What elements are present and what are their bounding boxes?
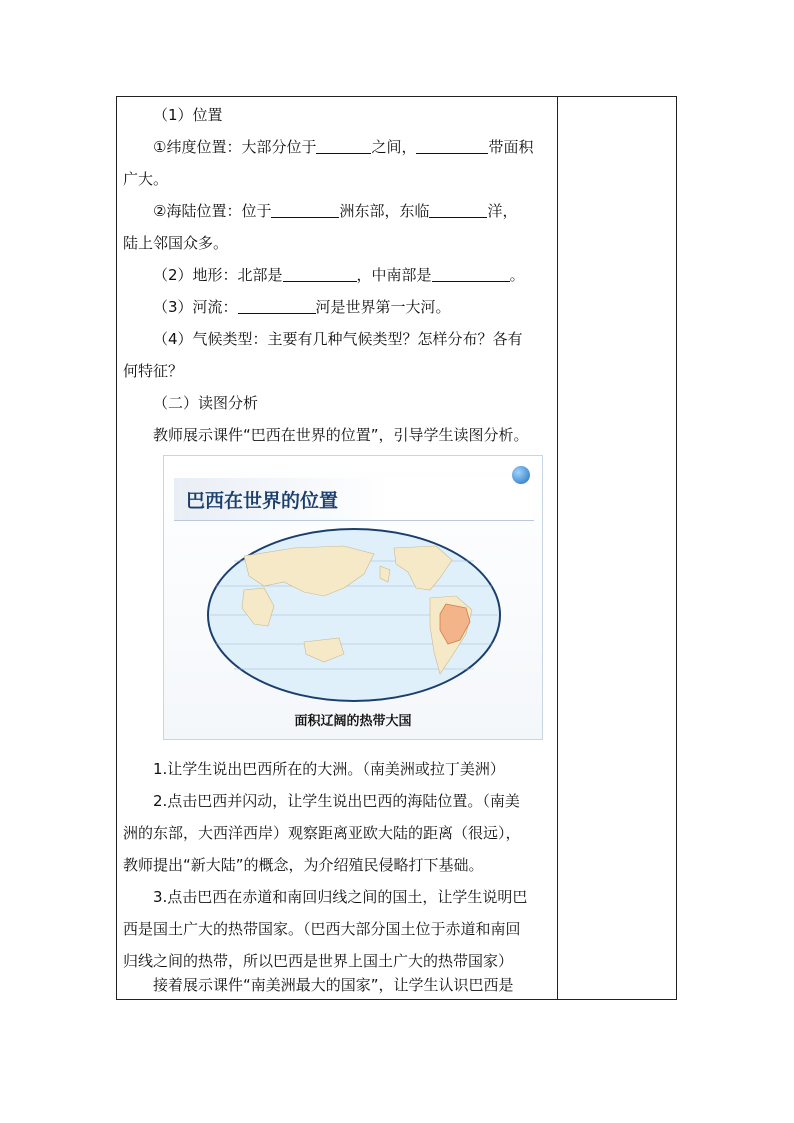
step-3: [123, 887, 527, 907]
text-segment: 带面积: [488, 138, 534, 156]
heading-map-analysis: [123, 393, 258, 413]
next-slide-instruction: [123, 975, 514, 995]
sea-land-question-cont: [123, 233, 228, 253]
column-divider: [557, 97, 558, 999]
slide-title: 巴西在世界的位置: [186, 490, 339, 512]
climate-question-cont: [123, 361, 183, 381]
text-segment: （2）地形：北部是: [153, 266, 283, 284]
text-segment: ①纬度位置：大部分位于: [153, 138, 317, 156]
line-text: 陆上邻国众多。: [123, 234, 229, 252]
globe-icon: [512, 466, 530, 484]
step-2-cont-a: [123, 823, 521, 843]
text-segment: 河是世界第一大河。: [315, 298, 451, 316]
step-2: [123, 791, 520, 811]
fill-blank[interactable]: [316, 139, 371, 154]
line-text: 教师展示课件“巴西在世界的位置”，引导学生读图分析。: [153, 426, 529, 444]
fill-blank[interactable]: [429, 203, 487, 218]
line-text: 归线之间的热带，所以巴西是世界上国土广大的热带国家）: [123, 952, 514, 970]
line-text: 何特征？: [123, 362, 184, 380]
river-question: [123, 297, 451, 317]
step-3-cont-b: [123, 951, 513, 971]
fill-blank[interactable]: [416, 139, 488, 154]
world-map: [204, 526, 504, 704]
line-text: （二）读图分析: [153, 394, 259, 412]
text-segment: 洋，: [487, 202, 518, 220]
line-text: 3.点击巴西在赤道和南回归线之间的国土，让学生说明巴: [153, 888, 528, 906]
line-text: 2.点击巴西并闪动，让学生说出巴西的海陆位置。（南美: [153, 792, 520, 810]
fill-blank[interactable]: [271, 203, 339, 218]
line-text: 教师提出“新大陆”的概念，为介绍殖民侵略打下基础。: [123, 856, 484, 874]
step-2-cont-b: [123, 855, 484, 875]
text-segment: ，中南部是: [356, 266, 432, 284]
text-segment: 洲东部，东临: [339, 202, 430, 220]
line-text: 接着展示课件“南美洲最大的国家”，让学生认识巴西是: [153, 976, 514, 994]
text-segment: 。: [509, 266, 525, 284]
fill-blank[interactable]: [432, 267, 510, 282]
text-segment: 之间，: [371, 138, 417, 156]
line-text: 洲的东部，大西洋西岸）观察距离亚欧大陆的距离（很远），: [123, 824, 521, 842]
line-text: 1.让学生说出巴西所在的大洲。（南美洲或拉丁美洲）: [153, 760, 505, 778]
line-text: （4）气候类型：主要有几种气候类型？怎样分布？各有: [153, 330, 523, 348]
line-text: 西是国土广大的热带国家。（巴西大部分国土位于赤道和南回: [123, 920, 521, 938]
fill-blank[interactable]: [238, 299, 316, 314]
fill-blank[interactable]: [283, 267, 357, 282]
latitude-question-cont: [123, 169, 168, 189]
heading-position: [123, 105, 223, 125]
line-text: （1）位置: [153, 106, 223, 124]
teacher-instruction: [123, 425, 529, 445]
climate-question: [123, 329, 523, 349]
slide-caption: 面积辽阔的热带大国: [294, 714, 412, 729]
text-segment: ②海陆位置：位于: [153, 202, 272, 220]
step-1: [123, 759, 505, 779]
text-segment: （3）河流：: [153, 298, 238, 316]
latitude-question: [123, 137, 533, 157]
courseware-slide-figure: [163, 455, 543, 740]
step-3-cont-a: [123, 919, 521, 939]
sea-land-question: [123, 201, 517, 221]
terrain-question: [123, 265, 525, 285]
line-text: 广大。: [123, 170, 169, 188]
lesson-table: [116, 96, 677, 1000]
